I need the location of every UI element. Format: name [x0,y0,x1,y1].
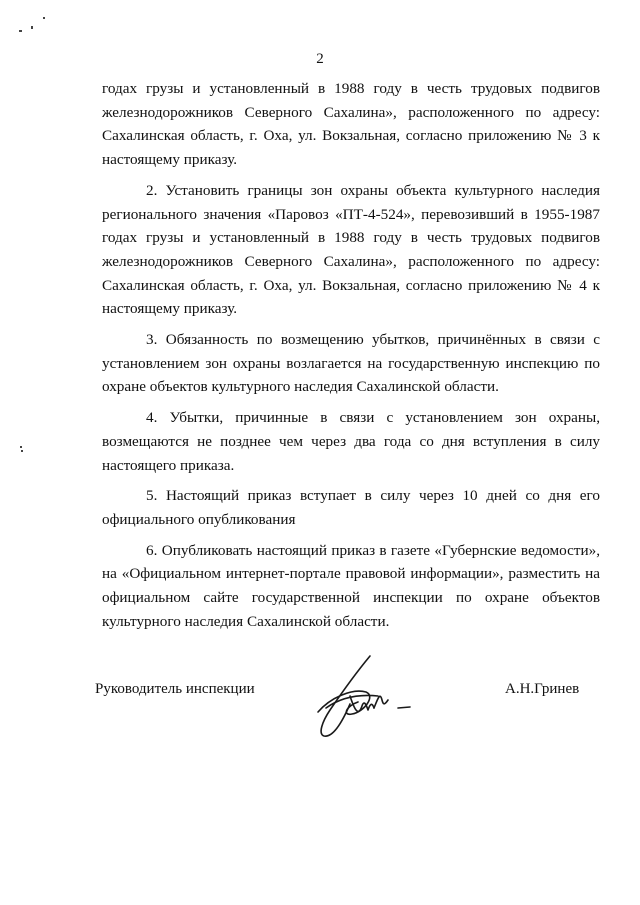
text-line: железнодорожников Северного Сахалина», расположенного по адресу: [102,103,600,121]
text-line: 4. Убытки, причинные в связи с установлением зон охраны, [146,409,600,427]
paragraph-2 [102,179,600,321]
scan-speck [19,30,22,32]
text-line: охране объектов культурного наследия Сахалинской области. [102,378,499,396]
text-line: 3. Обязанность по возмещению убытков, причинённых в связи с [146,331,600,349]
paragraph-4 [102,406,600,477]
text-line: на «Официальном интернет-портале правовой информации», разместить на [102,565,600,583]
signer-name: А.Н.Гринев [505,681,580,697]
scan-speck [31,26,33,29]
scan-speck [21,450,23,452]
text-line: установлением зон охраны возлагается на государственную инспекцию по [102,354,600,372]
text-line: Сахалинская область, г. Оха, ул. Вокзальная, согласно приложению № 3 к [102,127,600,145]
text-line: официального опубликования [102,510,296,528]
text-line: 5. Настоящий приказ вступает в силу через 10 дней со дня его [146,487,600,505]
handwritten-signature [300,648,420,748]
paragraph-1 [102,77,600,172]
paragraph-3 [102,328,600,399]
text-line: официальном сайте государственной инспекции по охране объектов [102,589,600,607]
paragraph-5 [102,484,600,531]
text-line: Сахалинская область, г. Оха, ул. Вокзальная, согласно приложению № 4 к [102,276,600,294]
text-line: 6. Опубликовать настоящий приказ в газете «Губернские ведомости», [146,541,600,559]
text-line: регионального значения «Паровоз «ПТ-4-524», перевозивший в 1955-1987 [102,205,600,223]
text-line: годах грузы и установленный в 1988 году в честь трудовых подвигов [102,80,600,97]
text-line: настоящего приказа. [102,456,235,474]
text-line: культурного наследия Сахалинской области. [102,612,390,630]
text-line: настоящему приказу. [102,151,238,169]
signer-position: Руководитель инспекции [95,681,255,697]
text-line: возмещаются не позднее чем через два года со дня вступления в силу [102,432,600,450]
document-body [102,77,600,633]
text-line: настоящему приказу. [102,300,238,318]
text-line: железнодорожников Северного Сахалина», расположенного по адресу: [102,252,600,270]
paragraph-6 [102,539,600,634]
page-number: 2 [316,51,324,67]
scan-speck [43,17,45,19]
scan-speck [20,446,22,448]
text-line: годах грузы и установленный в 1988 году в честь трудовых подвигов [102,229,600,247]
text-line: 2. Установить границы зон охраны объекта культурного наследия [146,181,600,199]
